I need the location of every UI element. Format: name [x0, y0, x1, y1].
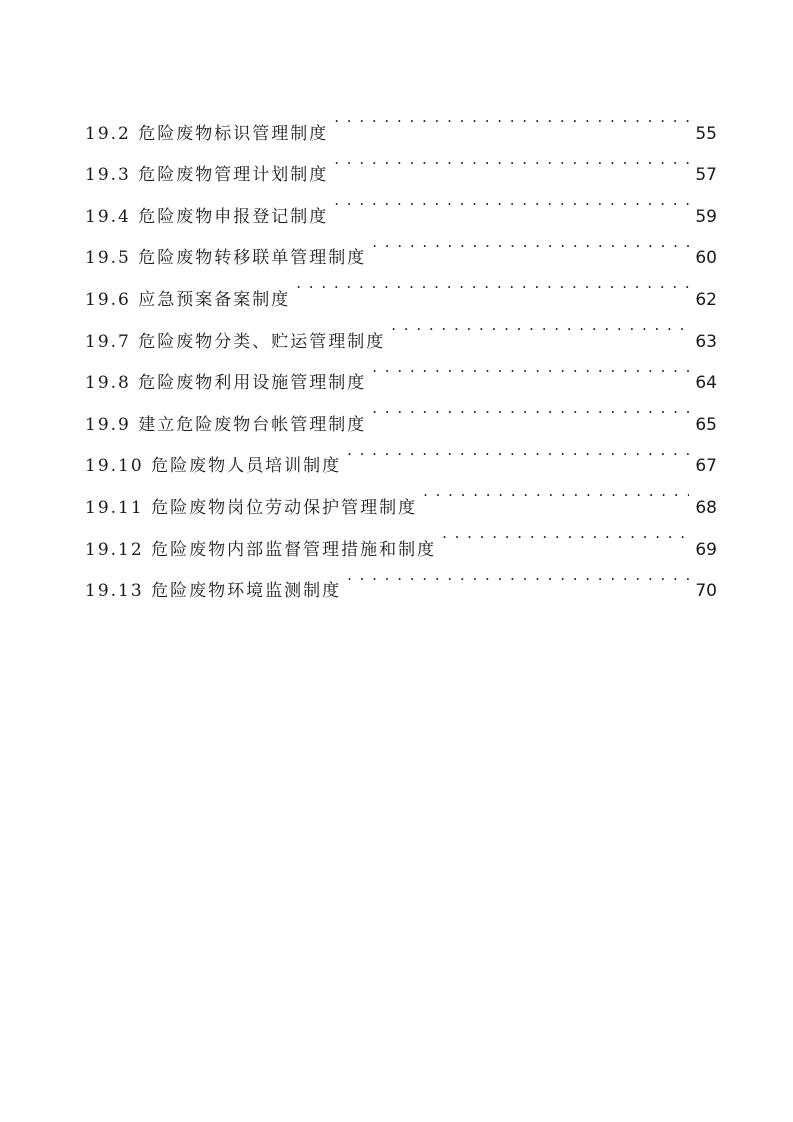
toc-entry-title[interactable]: 19.10 危险废物人员培训制度 [85, 456, 342, 477]
toc-dot-leader [423, 471, 689, 513]
toc-dot-leader [347, 555, 689, 597]
toc-dot-leader [334, 97, 689, 139]
table-of-contents [85, 97, 717, 602]
toc-dot-leader [334, 180, 689, 222]
toc-dot-leader [296, 263, 689, 305]
toc-entry-page[interactable]: 57 [695, 165, 717, 186]
toc-entry-title[interactable]: 19.9 建立危险废物台帐管理制度 [85, 414, 367, 435]
toc-entry-title[interactable]: 19.12 危险废物内部监督管理措施和制度 [85, 539, 437, 560]
toc-entry-title[interactable]: 19.13 危险废物环境监测制度 [85, 581, 342, 602]
toc-entry-title[interactable]: 19.11 危险废物岗位劳动保护管理制度 [85, 497, 418, 518]
toc-entry-title[interactable]: 19.8 危险废物利用设施管理制度 [85, 373, 367, 394]
toc-entry-page[interactable]: 70 [695, 581, 717, 602]
toc-dot-leader [372, 388, 689, 430]
toc-dot-leader [391, 305, 689, 347]
toc-entry-title[interactable]: 19.6 应急预案备案制度 [85, 289, 291, 310]
toc-entry-title[interactable]: 19.2 危险废物标识管理制度 [85, 123, 329, 144]
toc-entry-page[interactable]: 63 [695, 331, 717, 352]
toc-entry-title[interactable]: 19.5 危险废物转移联单管理制度 [85, 248, 367, 269]
toc-entry-page[interactable]: 69 [695, 539, 717, 560]
toc-entry-page[interactable]: 59 [695, 206, 717, 227]
toc-dot-leader [372, 347, 689, 389]
toc-entry-page[interactable]: 68 [695, 497, 717, 518]
toc-dot-leader [372, 222, 689, 264]
toc-entry-title[interactable]: 19.4 危险废物申报登记制度 [85, 206, 329, 227]
toc-entry-page[interactable]: 62 [695, 289, 717, 310]
toc-entry-title[interactable]: 19.7 危险废物分类、贮运管理制度 [85, 331, 386, 352]
toc-entry-page[interactable]: 60 [695, 248, 717, 269]
toc-dot-leader [347, 430, 689, 472]
toc-entry-title[interactable]: 19.3 危险废物管理计划制度 [85, 165, 329, 186]
toc-entry[interactable] [85, 97, 717, 144]
toc-dot-leader [442, 513, 689, 555]
toc-entry-page[interactable]: 65 [695, 414, 717, 435]
toc-entry-page[interactable]: 64 [695, 373, 717, 394]
toc-entry-page[interactable]: 55 [695, 123, 717, 144]
toc-entry-page[interactable]: 67 [695, 456, 717, 477]
toc-dot-leader [334, 139, 689, 181]
